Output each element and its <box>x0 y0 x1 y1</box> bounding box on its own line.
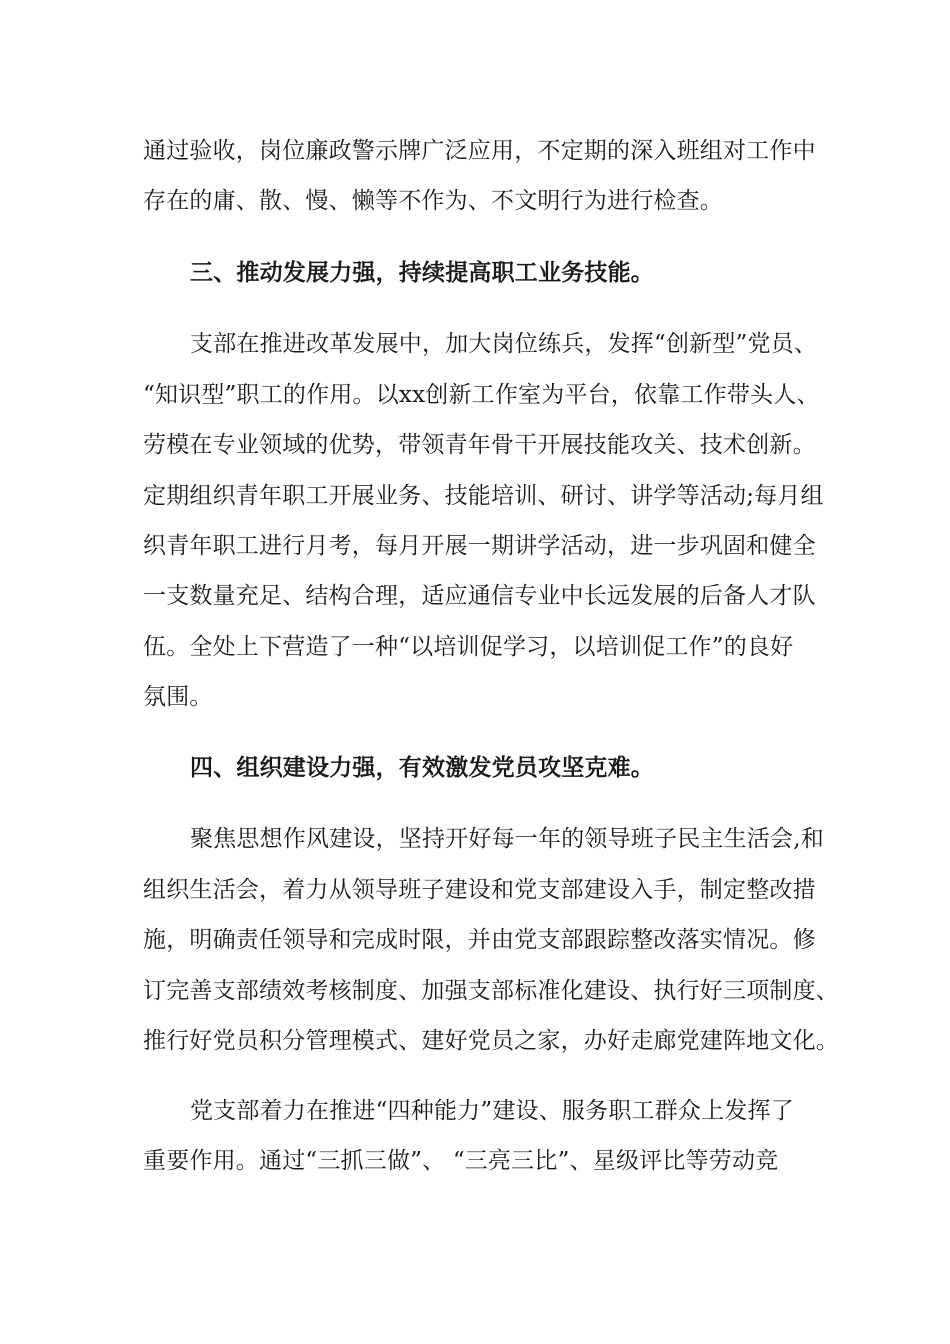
paragraph-line: 伍。全处上下营造了一种“以培训促学习，以培训促工作”的良好 <box>143 634 794 660</box>
paragraph-line: 劳模在专业领域的优势，带领青年骨干开展技能攻关、技术创新。 <box>143 432 816 458</box>
paragraph-line: “知识型”职工的作用。以xx创新工作室为平台，依靠工作带头人、 <box>143 382 820 408</box>
paragraph-line: 织青年职工进行月考，每月开展一期讲学活动，进一步巩固和健全 <box>143 533 816 559</box>
section-heading-3: 三、推动发展力强，持续提高职工业务技能。 <box>190 259 654 286</box>
paragraph-line: 一支数量充足、结构合理，适应通信专业中长远发展的后备人才队 <box>143 583 816 609</box>
paragraph-line: 施，明确责任领导和完成时限，并由党支部跟踪整改落实情况。修 <box>143 927 816 953</box>
section-heading-4: 四、组织建设力强，有效激发党员攻坚克难。 <box>190 754 654 781</box>
paragraph-line: 存在的庸、散、慢、懒等不作为、不文明行为进行检查。 <box>143 188 723 214</box>
paragraph-line: 聚焦思想作风建设，坚持开好每一年的领导班子民主生活会,和 <box>190 826 824 852</box>
paragraph-line: 通过验收，岗位廉政警示牌广泛应用，不定期的深入班组对工作中 <box>143 138 816 164</box>
paragraph-line: 定期组织青年职工开展业务、技能培训、研讨、讲学等活动;每月组 <box>143 483 824 509</box>
paragraph-line: 支部在推进改革发展中，加大岗位练兵，发挥“创新型”党员、 <box>190 331 818 357</box>
paragraph-line: 订完善支部绩效考核制度、加强支部标准化建设、执行好三项制度、 <box>143 978 839 1004</box>
paragraph-line: 重要作用。通过“三抓三做”、 “三亮三比”、星级评比等劳动竞 <box>143 1148 779 1174</box>
paragraph-line: 氛围。 <box>143 684 213 710</box>
paragraph-line: 党支部着力在推进“四种能力”建设、服务职工群众上发挥了 <box>190 1098 794 1124</box>
paragraph-line: 推行好党员积分管理模式、建好党员之家，办好走廊党建阵地文化。 <box>143 1028 839 1054</box>
paragraph-line: 组织生活会，着力从领导班子建设和党支部建设入手，制定整改措 <box>143 877 816 903</box>
